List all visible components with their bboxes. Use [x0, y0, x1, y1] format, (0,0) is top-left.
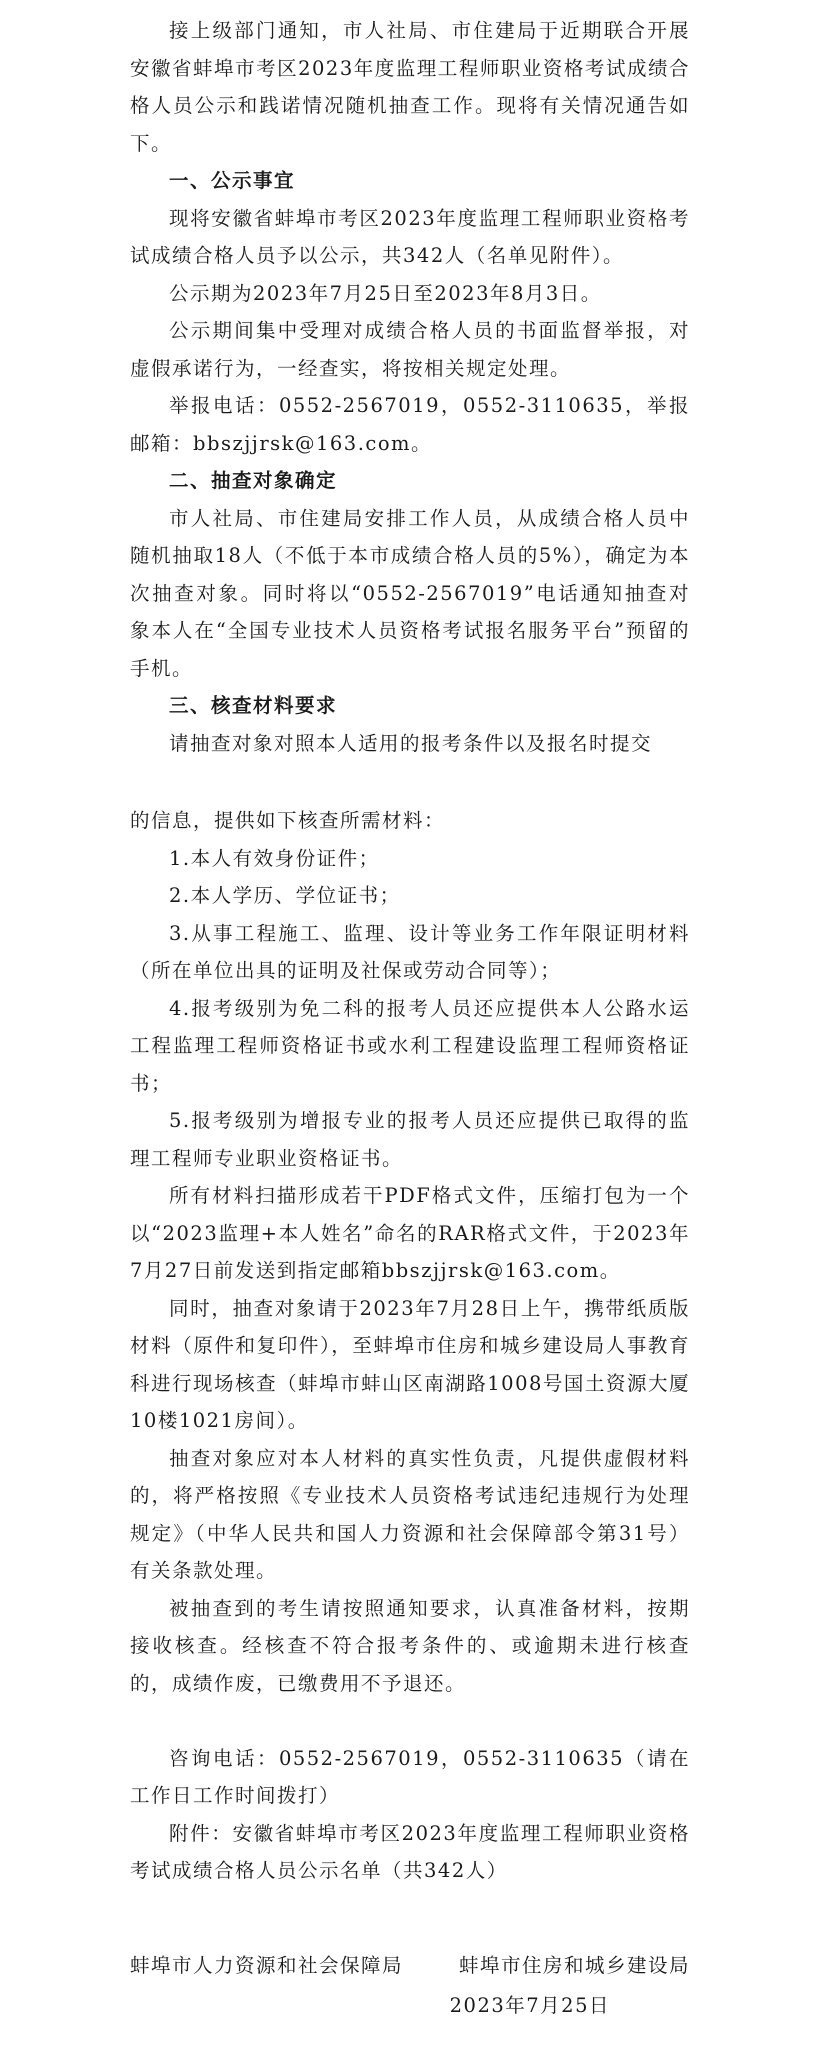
report-contact: 举报电话：0552-2567019，0552-3110635，举报邮箱：bbszjjrsk@163.com。: [130, 394, 690, 455]
sampling-paragraph: 市人社局、市住建局安排工作人员，从成绩合格人员中随机抽取18人（不低于本市成绩合格人员的5%），确定为本次抽查对象。同时将以“0552-2567019”电话通知抽查对象本人在“全国专业技术人员资格考试报名服务平台”预留的手机。: [130, 506, 690, 680]
materials-intro-line-2: 的信息，提供如下核查所需材料：: [130, 809, 446, 832]
material-item-4: 4.报考级别为免二科的报考人员还应提供本人公路水运工程监理工程师资格证书或水利工程建设监理工程师资格证书；: [130, 996, 690, 1095]
signature-org-housing: 蚌埠市住房和城乡建设局: [458, 1954, 690, 1977]
material-item-3: 3.从事工程施工、监理、设计等业务工作年限证明材料（所在单位出具的证明及社保或劳动合同等）；: [130, 921, 690, 982]
signature-org-hrss: 蚌埠市人力资源和社会保障局: [130, 1954, 404, 1977]
page-seam: [130, 762, 690, 802]
material-item-5: 5.报考级别为增报专业的报考人员还应提供已取得的监理工程师专业职业资格证书。: [130, 1109, 690, 1170]
signature-date: 2023年7月25日: [449, 1994, 610, 2017]
signature-orgs: [130, 1946, 690, 1986]
document-body: [130, 12, 690, 1890]
section-heading-materials: 三、核查材料要求: [169, 694, 338, 717]
spacer: [130, 1702, 690, 1740]
material-item-1: 1.本人有效身份证件；: [169, 846, 380, 870]
compliance-paragraph: 被抽查到的考生请按照通知要求，认真准备材料，按期接收核查。经核查不符合报考条件的、或逾期未进行核查的，成绩作废，已缴费用不予退还。: [130, 1596, 690, 1695]
publicity-paragraph-3: 公示期间集中受理对成绩合格人员的书面监督举报，对虚假承诺行为，一经查实，将按相关规定处理。: [130, 319, 690, 380]
section-heading-sampling: 二、抽查对象确定: [169, 469, 338, 492]
materials-intro-line-1: 请抽查对象对照本人适用的报考条件以及报名时提交: [169, 731, 653, 755]
signature-block: [130, 1946, 690, 2026]
publicity-paragraph-1: 现将安徽省蚌埠市考区2023年度监理工程师职业资格考试成绩合格人员予以公示，共342人（名单见附件）。: [130, 206, 690, 267]
submission-paragraph: 所有材料扫描形成若干PDF格式文件，压缩打包为一个以“2023监理+本人姓名”命名的RAR格式文件，于2023年7月27日前发送到指定邮箱bbszjjrsk@163.com。: [130, 1184, 690, 1282]
section-heading-publicity: 一、公示事宜: [169, 169, 296, 192]
consultation-phone: 咨询电话：0552-2567019，0552-3110635（请在工作日工作时间拨打）: [130, 1746, 690, 1807]
intro-paragraph: 接上级部门通知，市人社局、市住建局于近期联合开展安徽省蚌埠市考区2023年度监理工程师职业资格考试成绩合格人员公示和践诺情况随机抽查工作。现将有关情况通告如下。: [130, 19, 690, 155]
onsite-check-paragraph: 同时，抽查对象请于2023年7月28日上午，携带纸质版材料（原件和复印件），至蚌埠市住房和城乡建设局人事教育科进行现场核查（蚌埠市蚌山区南湖路1008号国土资源大厦10楼1021房间）。: [130, 1296, 690, 1432]
publicity-period: 公示期为2023年7月25日至2023年8月3日。: [169, 281, 602, 305]
material-item-2: 2.本人学历、学位证书；: [169, 884, 401, 907]
responsibility-paragraph: 抽查对象应对本人材料的真实性负责，凡提供虚假材料的，将严格按照《专业技术人员资格考试违纪违规行为处理规定》（中华人民共和国人力资源和社会保障部令第31号）有关条款处理。: [130, 1446, 690, 1582]
attachment-note: 附件：安徽省蚌埠市考区2023年度监理工程师职业资格考试成绩合格人员公示名单（共342人）: [130, 1821, 690, 1882]
